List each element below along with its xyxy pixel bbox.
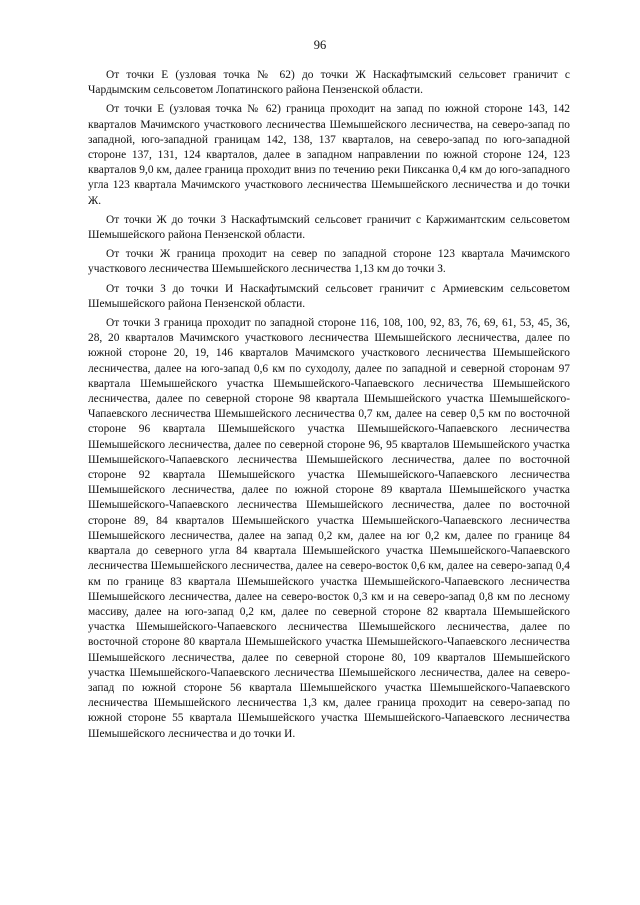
paragraph: От точки З граница проходит по западной стороне 116, 108, 100, 92, 83, 76, 69, 61, 53, 45, 36, 28, 20 кварталов Мачимского участкового лесничества Шемышейского лесничества, далее по южной стороне 20, 19, 146 кварталов Мачимского участкового лесничества Шемышейского лесничества, далее на юго-запад 0,6 км по суходолу, далее по западной и северной сторонам 97 квартала Шемышейского участка Шемышейского-Чапаевского лесничества Шемышейского лесничества, далее по северной стороне 98 квартала Шемышейского участка Шемышейского-Чапаевского лесничества Шемышейского лесничества 0,7 км, далее на север 0,5 км по восточной стороне 96 квартала Шемышейского участка Шемышейского-Чапаевского лесничества Шемышейского лесничества, далее по северной стороне 96, 95 кварталов Шемышейского участка Шемышейского-Чапаевского лесничества Шемышейского лесничества, далее по восточной стороне 92 квартала Шемышейского участка Шемышейского-Чапаевского лесничества Шемышейского лесничества, далее по южной стороне 89 квартала Шемышейского участка Шемышейского-Чапаевского лесничества Шемышейского лесничества, далее по восточной стороне 89, 84 кварталов Шемышейского участка Шемышейского-Чапаевского лесничества Шемышейского лесничества, далее на запад 0,2 км, далее на юг 0,2 км, далее по границе 84 квартала до северного угла 84 квартала Шемышейского участка Шемышейского-Чапаевского лесничества Шемышейского лесничества, далее на северо-восток 0,6 км, далее на северо-запад 0,4 км по границе 83 квартала Шемышейского участка Шемышейского-Чапаевского лесничества Шемышейского лесничества, далее на северо-восток 0,3 км и на северо-запад 0,8 км по лесному массиву, далее на юго-запад 0,2 км, далее по северной стороне 82 квартала Шемышейского участка Шемышейского-Чапаевского лесничества Шемышейского лесничества, далее по восточной стороне 80 квартала Шемышейского участка Шемышейского-Чапаевского лесничества Шемышейского лесничества, далее по северной стороне 80, 109 кварталов Шемышейского участка Шемышейского-Чапаевского лесничества Шемышейского лесничества, далее на северо-запад по южной стороне 56 квартала Шемышейского участка Шемышейского-Чапаевского лесничества Шемышейского лесничества 1,3 км, далее граница проходит на северо-запад по южной стороне 55 квартала Шемышейского участка Шемышейского-Чапаевского лесничества Шемышейского лесничества и до точки И.: [88, 317, 570, 740]
paragraph: От точки З до точки И Наскафтымский сельсовет граничит с Армиевским сельсоветом Шемышейского района Пензенской области.: [88, 282, 570, 310]
paragraph: От точки Е (узловая точка № 62) граница проходит на запад по южной стороне 143, 142 кварталов Мачимского участкового лесничества Шемышейского лесничества, на северо-запад по западной, юго-западной границам 142, 138, 137 кварталов, на северо-запад по юго-западной стороне 137, 131, 124 кварталов, далее в западном направлении по южной стороне 124, 123 кварталов 9,0 км, далее граница проходит вниз по течению реки Пиксанка 0,4 км до юго-западного угла 123 квартала Мачимского участкового лесничества Шемышейского лесничества и до точки Ж.: [88, 103, 570, 207]
paragraph: От точки Ж до точки З Наскафтымский сельсовет граничит с Каржимантским сельсоветом Шемышейского района Пензенской области.: [88, 213, 570, 242]
page-number: 96: [313, 38, 327, 52]
document-body: [88, 68, 570, 746]
paragraph: От точки Е (узловая точка № 62) до точки Ж Наскафтымский сельсовет граничит с Чардымским сельсоветом Лопатинского района Пензенской области.: [88, 69, 570, 97]
paragraph: От точки Ж граница проходит на север по западной стороне 123 квартала Мачимского участкового лесничества Шемышейского лесничества 1,13 км до точки З.: [88, 248, 570, 276]
